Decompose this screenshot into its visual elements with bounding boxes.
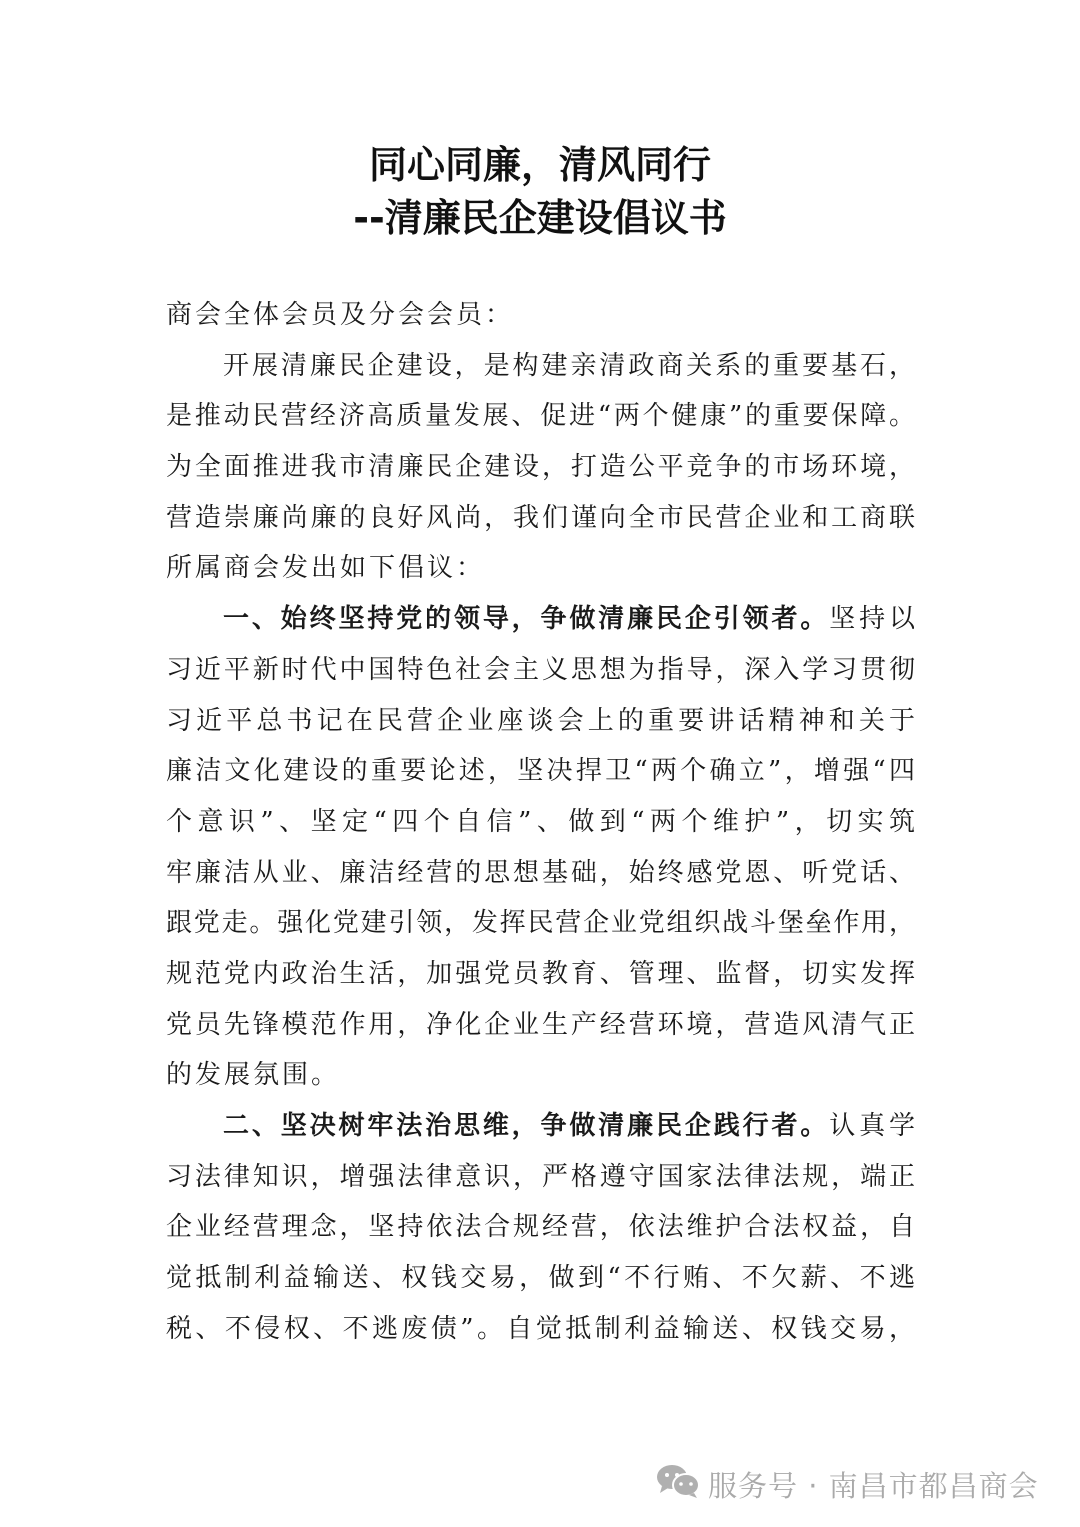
text-line xyxy=(166,442,916,493)
line-text: 是推动民营经济高质量发展、促进“两个健康”的重要保障。 xyxy=(166,401,916,432)
text-line xyxy=(166,290,916,341)
line-text: 所属商会发出如下倡议： xyxy=(166,553,486,584)
text-line xyxy=(166,594,916,645)
line-text: 的发展氛围。 xyxy=(166,1060,341,1091)
line-text: 习近平总书记在民营企业座谈会上的重要讲话精神和关于 xyxy=(166,705,916,736)
line-text: 税、不侵权、不逃废债”。自觉抵制利益输送、权钱交易， xyxy=(166,1313,916,1344)
section-heading: 一、始终坚持党的领导，争做清廉民企引领者。 xyxy=(223,604,830,635)
text-line xyxy=(166,1202,916,1253)
text-line xyxy=(166,696,916,747)
text-line xyxy=(166,746,916,797)
line-text: 廉洁文化建设的重要论述，坚决捍卫“两个确立”，增强“四 xyxy=(166,756,916,787)
document-title: 同心同廉，清风同行 xyxy=(368,143,711,187)
line-text: 为全面推进我市清廉民企建设，打造公平竞争的市场环境， xyxy=(166,452,916,483)
document-subtitle: --清廉民企建设倡议书 xyxy=(353,196,727,240)
text-line xyxy=(166,1253,916,1304)
line-text: 个意识”、坚定“四个自信”、做到“两个维护”，切实筑 xyxy=(166,806,916,837)
text-line xyxy=(166,898,916,949)
line-text: 坚持以 xyxy=(829,604,916,635)
text-line xyxy=(166,543,916,594)
line-text: 规范党内政治生活，加强党员教育、管理、监督，切实发挥 xyxy=(166,958,916,989)
line-text: 企业经营理念，坚持依法合规经营，依法维护合法权益，自 xyxy=(166,1212,916,1243)
line-text: 营造崇廉尚廉的良好风尚，我们谨向全市民营企业和工商联 xyxy=(166,502,916,533)
text-line xyxy=(166,1000,916,1051)
text-line xyxy=(166,1050,916,1101)
watermark-text: 服务号 · 南昌市都昌商会 xyxy=(708,1469,1039,1503)
text-line xyxy=(166,1304,916,1355)
watermark xyxy=(656,1464,1039,1505)
line-text: 认真学 xyxy=(829,1111,916,1141)
document-body xyxy=(166,290,916,1354)
text-line xyxy=(166,493,916,544)
text-line xyxy=(166,645,916,696)
wechat-icon xyxy=(656,1464,708,1505)
text-line xyxy=(166,949,916,1000)
text-line xyxy=(166,1101,916,1152)
text-line xyxy=(166,391,916,442)
line-text: 商会全体会员及分会会员： xyxy=(166,300,515,330)
text-line xyxy=(166,341,916,392)
line-text: 开展清廉民企建设，是构建亲清政商关系的重要基石， xyxy=(223,350,916,381)
line-text: 跟党走。强化党建引领，发挥民营企业党组织战斗堡垒作用， xyxy=(166,908,916,939)
line-text: 觉抵制利益输送、权钱交易，做到“不行贿、不欠薪、不逃 xyxy=(166,1263,916,1294)
text-line xyxy=(166,797,916,848)
section-heading: 二、坚决树牢法治思维，争做清廉民企践行者。 xyxy=(223,1111,830,1141)
line-text: 习近平新时代中国特色社会主义思想为指导，深入学习贯彻 xyxy=(166,654,916,685)
text-line xyxy=(166,1152,916,1203)
text-line xyxy=(166,848,916,899)
line-text: 牢廉洁从业、廉洁经营的思想基础，始终感党恩、听党话、 xyxy=(166,857,916,888)
line-text: 党员先锋模范作用，净化企业生产经营环境，营造风清气正 xyxy=(166,1009,916,1040)
line-text: 习法律知识，增强法律意识，严格遵守国家法律法规，端正 xyxy=(166,1161,916,1192)
